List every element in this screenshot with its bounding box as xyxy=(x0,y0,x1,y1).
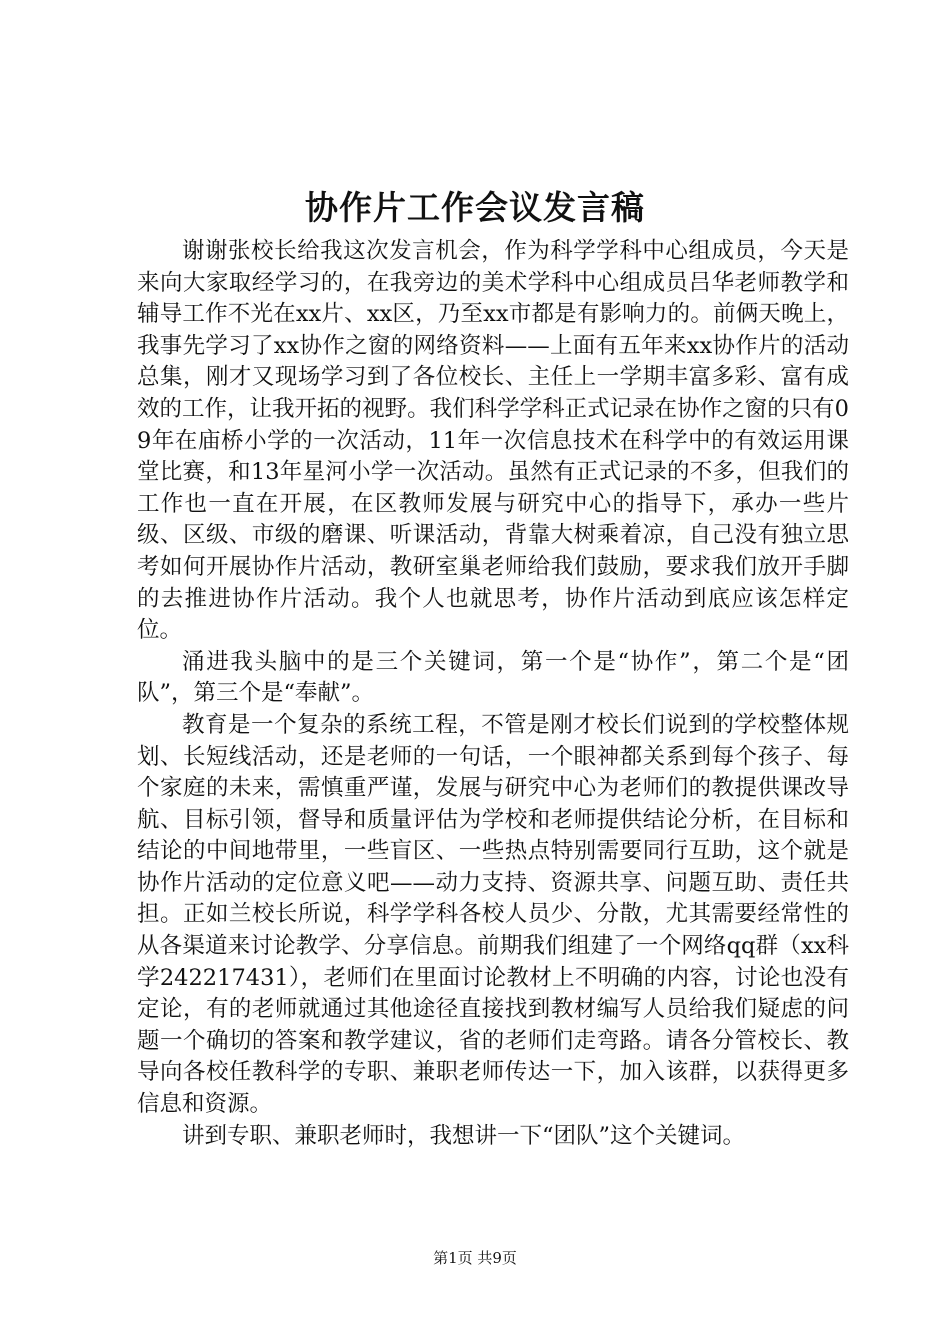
paragraph-2: 涌进我头脑中的是三个关键词，第一个是“协作”，第二个是“团队”，第三个是“奉献”。 xyxy=(137,648,849,707)
document-body xyxy=(137,236,849,1152)
paragraph-3: 教育是一个复杂的系统工程，不管是刚才校长们说到的学校整体规划、长短线活动，还是老师的一句话，一个眼神都关系到每个孩子、每个家庭的未来，需慎重严谨，发展与研究中心为老师们的教提供课改导航、目标引领，督导和质量评估为学校和老师提供结论分析，在目标和结论的中间地带里，一些盲区、一些热点特别需要同行互助，这个就是协作片活动的定位意义吧——动力支持、资源共享、问题互助、责任共担。正如兰校长所说，科学学科各校人员少、分散，尤其需要经常性的从各渠道来讨论教学、分享信息。前期我们组建了一个网络qq群（xx科学242217431），老师们在里面讨论教材上不明确的内容，讨论也没有定论，有的老师就通过其他途径直接找到教材编写人员给我们疑虑的问题一个确切的答案和教学建议，省的老师们走弯路。请各分管校长、教导向各校任教科学的专职、兼职老师传达一下，加入该群，以获得更多信息和资源。 xyxy=(137,711,849,1118)
paragraph-4: 讲到专职、兼职老师时，我想讲一下“团队”这个关键词。 xyxy=(182,1122,746,1149)
page-number-footer: 第1页 共9页 xyxy=(433,1249,517,1267)
document-title: 协作片工作会议发言稿 xyxy=(305,188,645,227)
paragraph-1: 谢谢张校长给我这次发言机会，作为科学学科中心组成员，今天是来向大家取经学习的，在我旁边的美术学科中心组成员吕华老师教学和辅导工作不光在xx片、xx区，乃至xx市都是有影响力的。前俩天晚上，我事先学习了xx协作之窗的网络资料——上面有五年来xx协作片的活动总集，刚才又现场学习到了各位校长、主任上一学期丰富多彩、富有成效的工作，让我开拓的视野。我们科学学科正式记录在协作之窗的只有09年在庙桥小学的一次活动，11年一次信息技术在科学中的有效运用课堂比赛，和13年星河小学一次活动。虽然有正式记录的不多，但我们的工作也一直在开展，在区教师发展与研究中心的指导下，承办一些片级、区级、市级的磨课、听课活动，背靠大树乘着凉，自己没有独立思考如何开展协作片活动，教研室巢老师给我们鼓励，要求我们放开手脚的去推进协作片活动。我个人也就思考，协作片活动到底应该怎样定位。 xyxy=(137,238,849,644)
